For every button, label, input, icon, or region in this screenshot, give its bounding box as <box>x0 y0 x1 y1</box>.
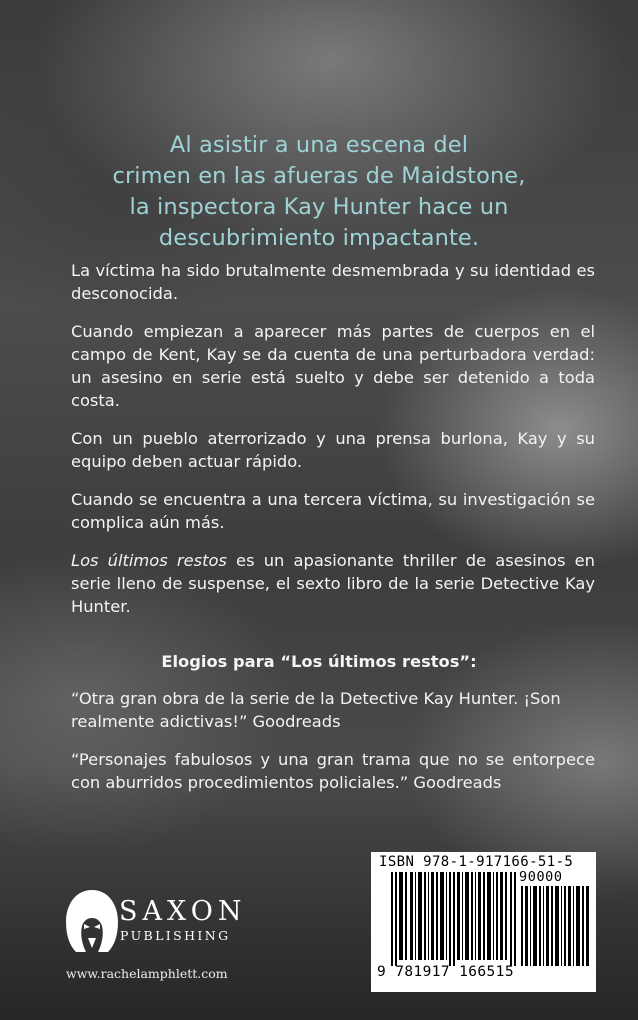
praise-quote: “Personajes fabulosos y una gran trama que no se entorpece con aburridos procedimientos policiales.” Goodreads <box>71 750 595 792</box>
synopsis-text: es un apasionante thriller de asesinos en serie lleno de suspense, el sexto libro de la serie Detective Kay Hunter. <box>71 551 595 616</box>
price-code: 90000 <box>519 869 563 885</box>
synopsis-paragraph: La víctima ha sido brutalmente desmembrada y su identidad es desconocida. <box>71 261 595 303</box>
tagline-line: descubrimiento impactante. <box>158 225 480 251</box>
tagline-line: crimen en las afueras de Maidstone, <box>112 163 526 189</box>
tagline-line: Al asistir a una escena del <box>169 132 469 158</box>
praise-quotes <box>71 687 595 809</box>
synopsis-paragraph <box>71 549 595 618</box>
isbn-barcode <box>371 852 596 992</box>
isbn-label: ISBN 978-1-917166-51-5 <box>379 854 574 870</box>
synopsis <box>71 259 595 633</box>
synopsis-paragraph: Con un pueblo aterrorizado y una prensa burlona, Kay y su equipo deben actuar rápido. <box>71 429 595 471</box>
praise-quote: “Otra gran obra de la serie de la Detective Kay Hunter. ¡Son realmente adictivas!” Goodreads <box>71 689 561 731</box>
hooded-figure-logo-icon <box>62 888 122 954</box>
synopsis-paragraph: Cuando empiezan a aparecer más partes de cuerpos en el campo de Kent, Kay se da cuenta de una perturbadora verdad: un asesino en serie está suelto y debe ser detenido a toda costa. <box>71 322 595 410</box>
praise-heading: Elogios para “Los últimos restos”: <box>161 652 477 671</box>
barcode-bars <box>391 872 516 966</box>
tagline-line: la inspectora Kay Hunter hace un <box>129 194 509 220</box>
author-website: www.rachelamphlett.com <box>66 966 228 981</box>
price-barcode-bars <box>521 886 589 966</box>
isbn-digits: 9 781917 166515 <box>377 964 514 980</box>
book-title: Los últimos restos <box>71 551 227 570</box>
tagline <box>0 130 638 254</box>
synopsis-paragraph: Cuando se encuentra a una tercera víctima, su investigación se complica aún más. <box>71 490 595 532</box>
publisher-name: SAXON <box>119 896 247 927</box>
publisher-subtitle: PUBLISHING <box>120 928 231 943</box>
